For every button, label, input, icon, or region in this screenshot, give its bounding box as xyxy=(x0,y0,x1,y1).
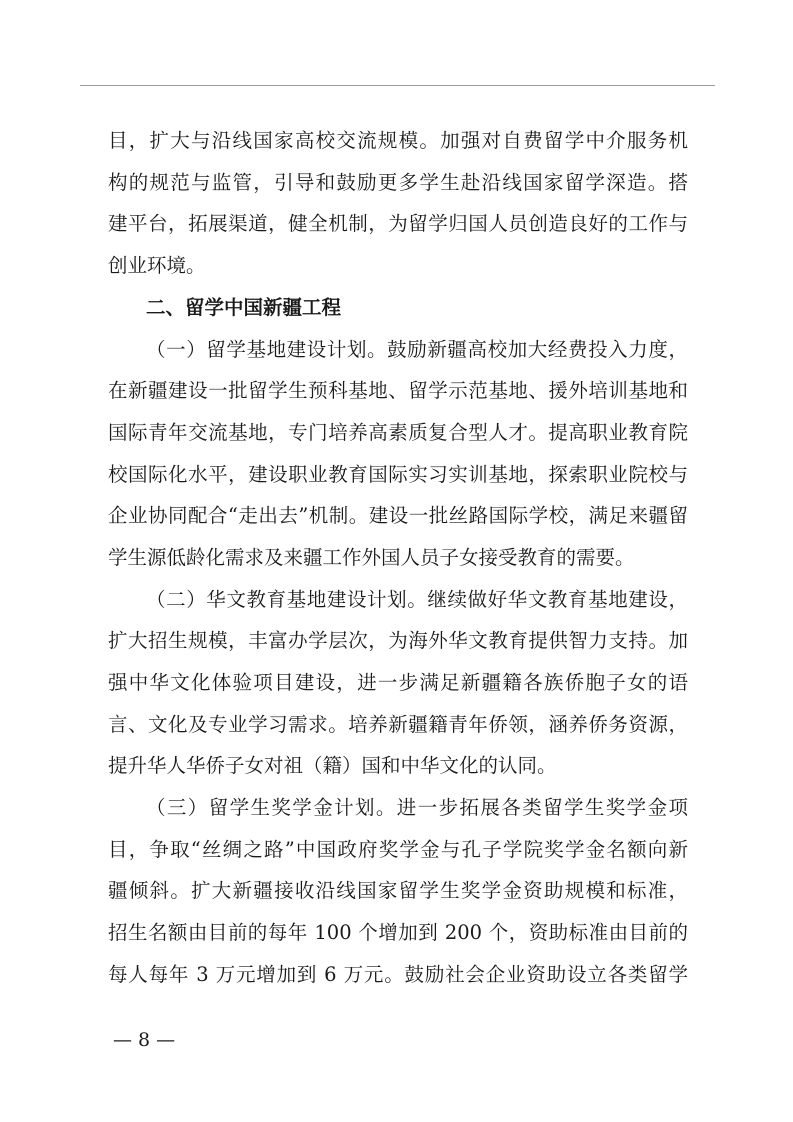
paragraph-line: 建平台，拓展渠道，健全机制，为留学归国人员创造良好的工作与 xyxy=(108,212,688,235)
paragraph-line: 提升华人华侨子女对祖（籍）国和中华文化的认同。 xyxy=(108,754,557,777)
paragraph-line: 扩大招生规模，丰富办学层次，为海外华文教育提供智力支持。加 xyxy=(108,629,688,652)
paragraph-line: 目，扩大与沿线国家高校交流规模。加强对自费留学中介服务机 xyxy=(108,129,688,152)
paragraph-line: 构的规范与监管，引导和鼓励更多学生赴沿线国家留学深造。搭 xyxy=(108,171,688,194)
paragraph-line: 强中华文化体验项目建设，进一步满足新疆籍各族侨胞子女的语 xyxy=(108,671,688,694)
paragraph-line: 目，争取“丝绸之路”中国政府奖学金与孔子学院奖学金名额向新 xyxy=(108,838,688,861)
paragraph-text: 继续做好华文教育基地建设， xyxy=(427,588,688,611)
paragraph-line: 疆倾斜。扩大新疆接收沿线国家留学生奖学金资助规模和标准， xyxy=(108,879,688,902)
paragraph-first-line xyxy=(146,791,688,825)
paragraph-text: 鼓励新疆高校加大经费投入力度， xyxy=(387,338,688,361)
paragraph-line: 企业协同配合“走出去”机制。建设一批丝路国际学校，满足来疆留 xyxy=(108,504,688,527)
paragraph-line: 每人每年 3 万元增加到 6 万元。鼓励社会企业资助设立各类留学 xyxy=(108,963,688,986)
subsection-lead: （二）华文教育基地建设计划。 xyxy=(146,588,428,611)
page-number: — 8 — xyxy=(113,1029,176,1051)
paragraph-line: 校国际化水平，建设职业教育国际实习实训基地，探索职业院校与 xyxy=(108,463,688,486)
paragraph-line: 国际青年交流基地，专门培养高素质复合型人才。提高职业教育院 xyxy=(108,421,688,444)
subsection-lead: （一）留学基地建设计划。 xyxy=(146,338,388,361)
paragraph-line: 在新疆建设一批留学生预科基地、留学示范基地、援外培训基地和 xyxy=(108,379,688,402)
paragraph-first-line xyxy=(146,333,688,367)
paragraph-text: 进一步拓展各类留学生奖学金项 xyxy=(396,796,688,819)
subsection-lead: （三）留学生奖学金计划。 xyxy=(146,796,397,819)
paragraph-line: 言、文化及专业学习需求。培养新疆籍青年侨领，涵养侨务资源， xyxy=(108,713,688,736)
paragraph-line: 学生源低龄化需求及来疆工作外国人员子女接受教育的需要。 xyxy=(108,546,635,569)
section-heading: 二、留学中国新疆工程 xyxy=(146,296,342,319)
paragraph-first-line xyxy=(146,583,688,617)
paragraph-line: 招生名额由目前的每年 100 个增加到 200 个，资助标准由目前的 xyxy=(108,921,688,944)
header-rule xyxy=(80,85,715,86)
paragraph-line: 创业环境。 xyxy=(108,254,206,277)
